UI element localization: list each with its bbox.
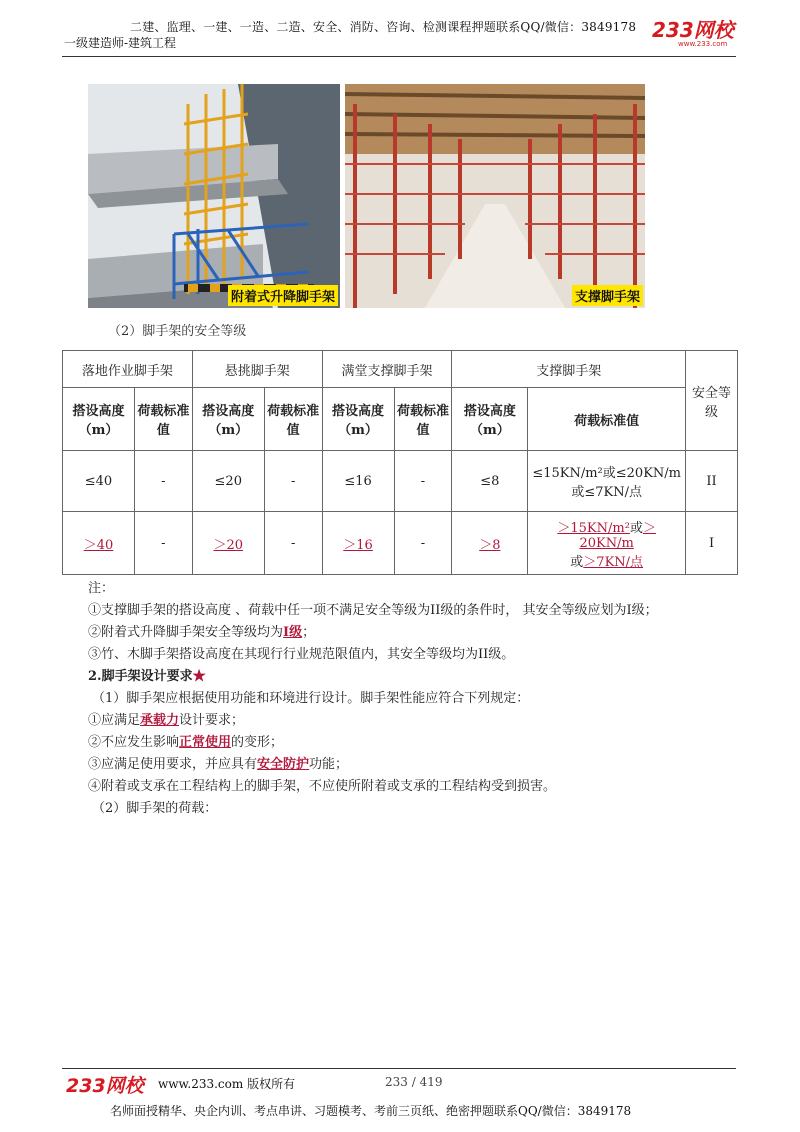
subheader-load: 荷载标准值 xyxy=(264,388,322,451)
scaffold-illustration xyxy=(88,84,340,308)
table-cell-level: II xyxy=(686,451,738,512)
table-cell: ＞15KN/m²或＞20KN/m 或＞7KN/点 xyxy=(528,512,686,575)
paragraph-2: （2）脚手架的荷载： xyxy=(92,801,218,816)
table-cell-level: I xyxy=(686,512,738,575)
table-row xyxy=(63,512,738,575)
subheader-load: 荷载标准值 xyxy=(394,388,452,451)
table-cell: - xyxy=(394,451,452,512)
table-cell: ＞40 xyxy=(63,512,135,575)
header-safety-level: 安全等级 xyxy=(686,351,738,451)
footer-logo: 233网校 xyxy=(66,1075,144,1097)
table-row xyxy=(63,451,738,512)
table-cell: ≤8 xyxy=(452,451,528,512)
table-subheader-row xyxy=(63,388,738,451)
table-cell: ≤20 xyxy=(192,451,264,512)
header-divider xyxy=(62,56,736,57)
footer-site: www.233.com 版权所有 xyxy=(158,1077,296,1091)
footer-contact-line: 名师面授精华、央企内训、考点串讲、习题模考、考前三页纸、绝密押题联系QQ/微信：3849178 xyxy=(110,1104,632,1118)
list-item: ④附着或支承在工程结构上的脚手架，不应使所附着或支承的工程结构受到损害。 xyxy=(88,779,557,794)
header-full-support-scaffold: 满堂支撑脚手架 xyxy=(322,351,452,388)
support-scaffold-image xyxy=(345,84,645,308)
note-2: ②附着式升降脚手架安全等级均为I级； xyxy=(88,625,316,640)
list-item: ②不应发生影响正常使用的变形； xyxy=(88,735,284,750)
note-3: ③竹、木脚手架搭设高度在其现行行业规范限值内，其安全等级均为II级。 xyxy=(88,647,515,662)
header-support-scaffold: 支撑脚手架 xyxy=(452,351,686,388)
list-item: ①应满足承载力设计要求； xyxy=(88,713,245,728)
subheader-load: 荷载标准值 xyxy=(134,388,192,451)
table-cell: ＞8 xyxy=(452,512,528,575)
star-icon: ★ xyxy=(192,669,206,684)
site-logo: 233网校 www.233.com xyxy=(652,18,734,48)
subheader-height: 搭设高度（m） xyxy=(452,388,528,451)
section-heading: 2.脚手架设计要求★ xyxy=(88,669,206,684)
header-contact-line: 二建、监理、一建、一造、二造、安全、消防、咨询、检测课程押题联系QQ/微信：3849178 xyxy=(130,20,637,34)
section-subheading: （2）脚手架的安全等级 xyxy=(108,324,247,339)
table-cell: ＞16 xyxy=(322,512,394,575)
attached-lifting-scaffold-image xyxy=(88,84,340,308)
right-photo-caption: 支撑脚手架 xyxy=(572,285,643,306)
notes-label: 注： xyxy=(88,581,115,596)
list-item: ③应满足使用要求，并应具有安全防护功能； xyxy=(88,757,349,772)
header-floor-scaffold: 落地作业脚手架 xyxy=(63,351,193,388)
table-cell: - xyxy=(264,451,322,512)
table-cell: - xyxy=(134,451,192,512)
table-cell: ≤40 xyxy=(63,451,135,512)
table-cell: - xyxy=(134,512,192,575)
subheader-height: 搭设高度（m） xyxy=(322,388,394,451)
subheader-height: 搭设高度（m） xyxy=(192,388,264,451)
page-number: 233 / 419 xyxy=(385,1075,443,1089)
header-subject: 一级建造师-建筑工程 xyxy=(64,36,177,50)
header-cantilever-scaffold: 悬挑脚手架 xyxy=(192,351,322,388)
support-scaffold-photo xyxy=(345,84,645,308)
table-cell: - xyxy=(264,512,322,575)
table-header-row xyxy=(63,351,738,388)
table-cell: - xyxy=(394,512,452,575)
table-cell: ＞20 xyxy=(192,512,264,575)
footer-divider xyxy=(62,1068,736,1069)
table-cell: ≤16 xyxy=(322,451,394,512)
left-photo-caption: 附着式升降脚手架 xyxy=(228,285,338,306)
paragraph-1: （1）脚手架应根据使用功能和环境进行设计。脚手架性能应符合下列规定： xyxy=(92,691,530,706)
safety-level-table xyxy=(62,350,738,575)
subheader-load: 荷载标准值 xyxy=(528,388,686,451)
note-1: ①支撑脚手架的搭设高度 、荷载中任一项不满足安全等级为II级的条件时， 其安全等级应划为I级； xyxy=(88,603,658,618)
subheader-height: 搭设高度（m） xyxy=(63,388,135,451)
table-cell: ≤15KN/m²或≤20KN/m或≤7KN/点 xyxy=(528,451,686,512)
notes-section xyxy=(62,578,738,820)
